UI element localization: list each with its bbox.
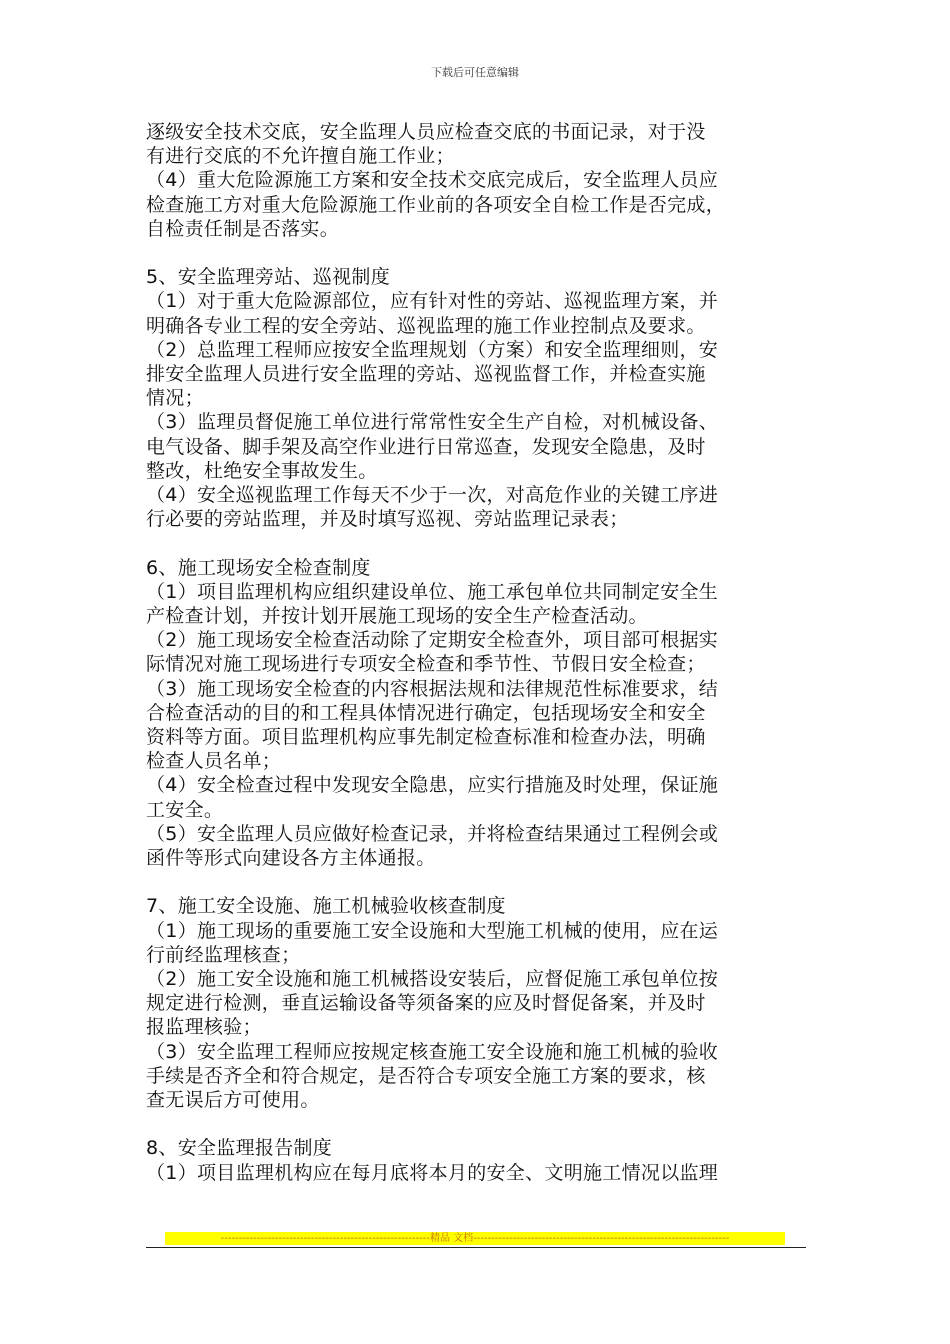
text-line: 工安全。 bbox=[146, 798, 224, 821]
paragraph-gap bbox=[146, 870, 811, 894]
section-heading: 7、施工安全设施、施工机械验收核查制度 bbox=[146, 895, 506, 918]
footer-banner: ----------------------------------------------------------精品 文档----------------------------------------------------------------------- bbox=[165, 1232, 785, 1245]
paragraph-gap bbox=[146, 241, 811, 265]
text-line: 情况； bbox=[146, 387, 204, 410]
text-line: 规定进行检测，垂直运输设备等须备案的应及时督促备案，并及时 bbox=[146, 992, 706, 1015]
text-line: （4）重大危险源施工方案和安全技术交底完成后，安全监理人员应 bbox=[146, 169, 719, 192]
text-line: 际情况对施工现场进行专项安全检查和季节性、节假日安全检查； bbox=[146, 653, 706, 676]
text-line: （5）安全监理人员应做好检查记录，并将检查结果通过工程例会或 bbox=[146, 822, 719, 845]
text-line: （2）施工现场安全检查活动除了定期安全检查外，项目部可根据实 bbox=[146, 629, 719, 652]
text-line: 函件等形式向建设各方主体通报。 bbox=[146, 847, 436, 870]
text-line: （1）对于重大危险源部位，应有针对性的旁站、巡视监理方案，并 bbox=[146, 290, 719, 313]
section-heading: 6、施工现场安全检查制度 bbox=[146, 556, 371, 579]
text-line: 查无误后方可使用。 bbox=[146, 1089, 320, 1112]
text-line: （1）施工现场的重要施工安全设施和大型施工机械的使用，应在运 bbox=[146, 919, 719, 942]
text-line: （1）项目监理机构应在每月底将本月的安全、文明施工情况以监理 bbox=[146, 1161, 719, 1184]
text-line: 检查人员名单； bbox=[146, 750, 282, 773]
text-line: 逐级安全技术交底，安全监理人员应检查交底的书面记录，对于没 bbox=[146, 121, 706, 143]
text-line: （1）项目监理机构应组织建设单位、施工承包单位共同制定安全生 bbox=[146, 580, 719, 603]
text-line: 合检查活动的目的和工程具体情况进行确定，包括现场安全和安全 bbox=[146, 701, 706, 724]
text-line: 行必要的旁站监理，并及时填写巡视、旁站监理记录表； bbox=[146, 508, 629, 531]
section-heading: 8、安全监理报告制度 bbox=[146, 1137, 333, 1160]
document-body bbox=[146, 120, 811, 1185]
text-line: 手续是否齐全和符合规定，是否符合专项安全施工方案的要求，核 bbox=[146, 1064, 706, 1087]
page-header: 下载后可任意编辑 bbox=[431, 66, 519, 79]
text-line: （3）安全监理工程师应按规定核查施工安全设施和施工机械的验收 bbox=[146, 1040, 719, 1063]
text-line: （4）安全巡视监理工作每天不少于一次，对高危作业的关键工序进 bbox=[146, 484, 719, 507]
text-line: （3）施工现场安全检查的内容根据法规和法律规范性标准要求，结 bbox=[146, 677, 719, 700]
footer-divider bbox=[146, 1247, 806, 1248]
text-line: （2）总监理工程师应按安全监理规划（方案）和安全监理细则，安 bbox=[146, 338, 719, 361]
text-line: （3）监理员督促施工单位进行常常性安全生产自检，对机械设备、 bbox=[146, 411, 719, 434]
text-line: （2）施工安全设施和施工机械搭设安装后，应督促施工承包单位按 bbox=[146, 968, 719, 991]
text-line: （4）安全检查过程中发现安全隐患，应实行措施及时处理，保证施 bbox=[146, 774, 719, 797]
text-line: 整改，杜绝安全事故发生。 bbox=[146, 459, 378, 482]
section-heading: 5、安全监理旁站、巡视制度 bbox=[146, 266, 390, 289]
text-line: 检查施工方对重大危险源施工作业前的各项安全自检工作是否完成， bbox=[146, 193, 726, 216]
text-line: 产检查计划，并按计划开展施工现场的安全生产检查活动。 bbox=[146, 605, 648, 628]
text-line: 有进行交底的不允许擅自施工作业； bbox=[146, 145, 455, 168]
text-line: 排安全监理人员进行安全监理的旁站、巡视监督工作，并检查实施 bbox=[146, 363, 706, 386]
text-line: 行前经监理核查； bbox=[146, 943, 301, 966]
text-line: 资料等方面。项目监理机构应事先制定检查标准和检查办法，明确 bbox=[146, 726, 706, 749]
text-line: 自检责任制是否落实。 bbox=[146, 217, 340, 240]
text-line: 明确各专业工程的安全旁站、巡视监理的施工作业控制点及要求。 bbox=[146, 314, 706, 337]
text-line: 报监理核验； bbox=[146, 1016, 262, 1039]
text-line: 电气设备、脚手架及高空作业进行日常巡查，发现安全隐患，及时 bbox=[146, 435, 706, 458]
paragraph-gap bbox=[146, 1112, 811, 1136]
paragraph-gap bbox=[146, 531, 811, 555]
